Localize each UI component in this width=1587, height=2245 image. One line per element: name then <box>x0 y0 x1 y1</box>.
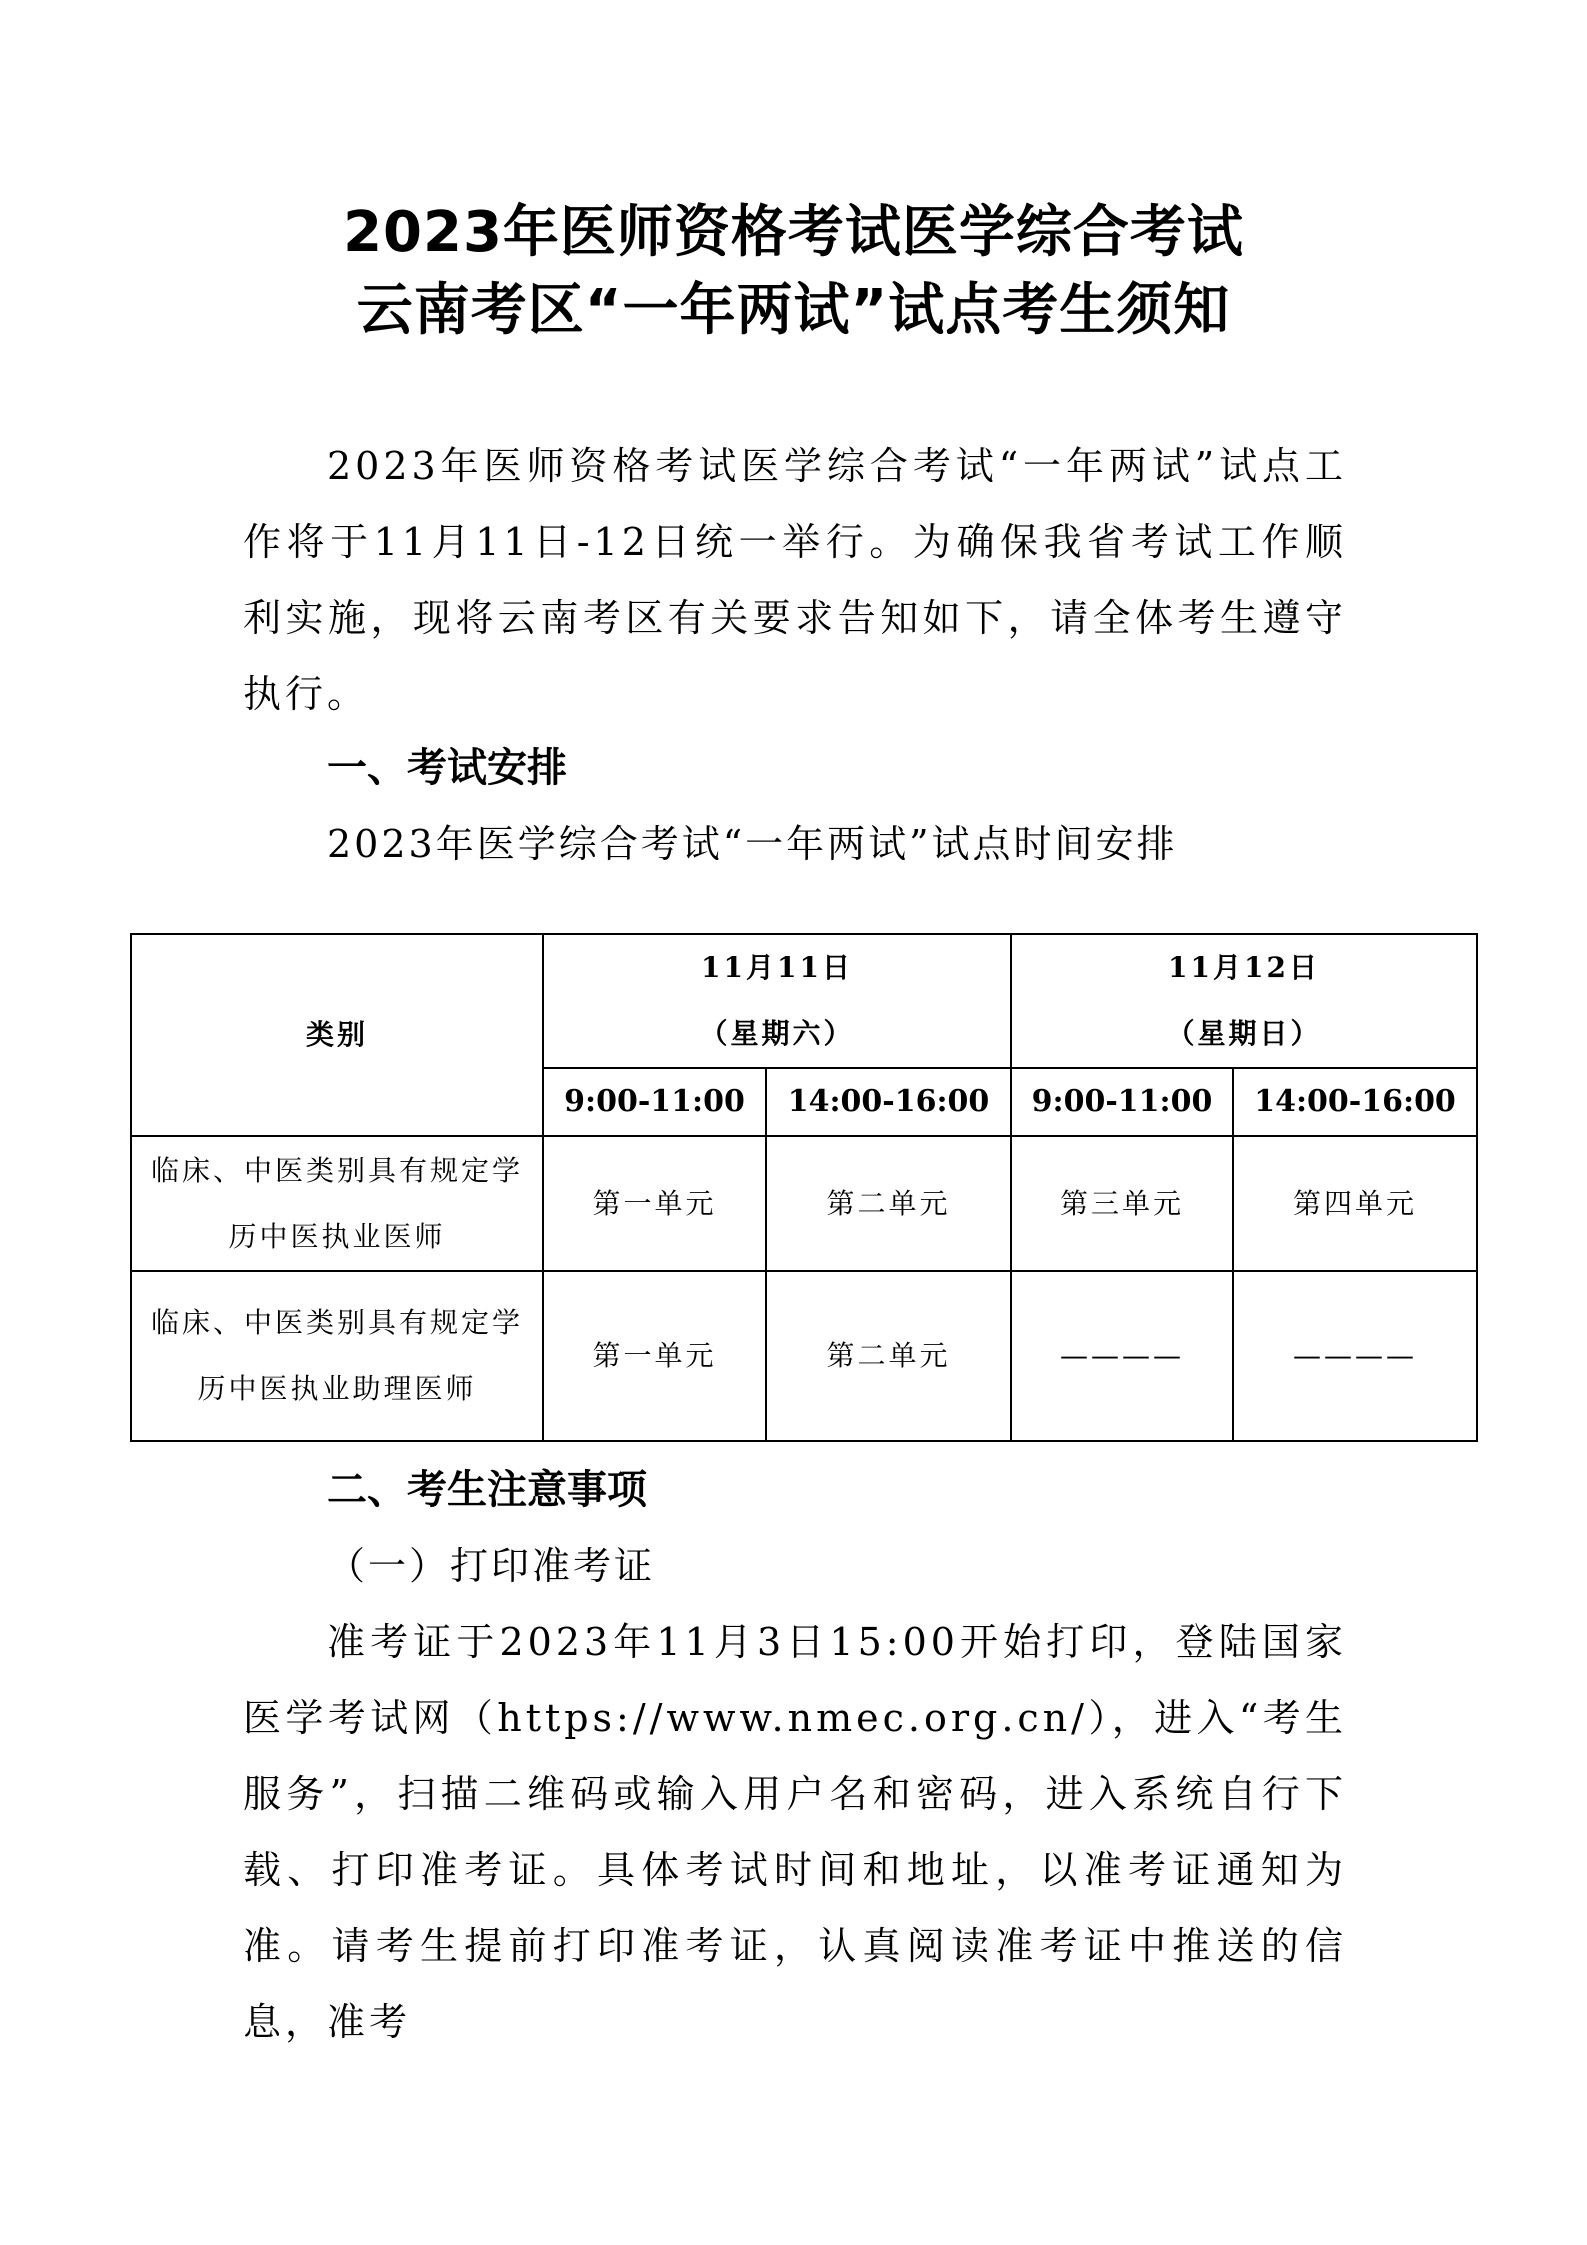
row-category-line1: 临床、中医类别具有规定学 <box>150 1153 523 1187</box>
section2-heading: 二、考生注意事项 <box>327 1467 647 1513</box>
intro-paragraph: 2023年医师资格考试医学综合考试“一年两试”试点工作将于11月11日-12日统一举行。为确保我省考试工作顺利实施，现将云南考区有关要求告知如下，请全体考生遵守执行。 <box>243 444 1347 716</box>
category-header: 类别 <box>131 934 543 1136</box>
table-row <box>131 1271 1477 1441</box>
day-header-1 <box>543 934 1011 1068</box>
time-slot: 14:00-16:00 <box>1233 1068 1477 1136</box>
unit-cell: 第二单元 <box>766 1136 1011 1271</box>
row-category <box>131 1136 543 1271</box>
document-title-line2: 云南考区“一年两试”试点考生须知 <box>356 278 1231 343</box>
row-category <box>131 1271 543 1441</box>
time-slot: 14:00-16:00 <box>766 1068 1011 1136</box>
time-slot: 9:00-11:00 <box>543 1068 766 1136</box>
document-title-line1: 2023年医师资格考试医学综合考试 <box>343 200 1244 265</box>
unit-cell: ———— <box>1011 1271 1233 1441</box>
day-date: 11月12日 <box>1168 951 1320 984</box>
section2-subheading: （一）打印准考证 <box>327 1544 656 1588</box>
unit-cell: 第一单元 <box>543 1271 766 1441</box>
admission-ticket-paragraph: 准考证于2023年11月3日15:00开始打印，登陆国家医学考试网（https://www.nmec.org.cn/），进入“考生服务”，扫描二维码或输入用户名和密码，进入系统自行下载、打印准考证。具体考试时间和地址，以准考证通知为准。请考生提前打印准考证，认真阅读准考证中推送的信息，准考 <box>243 1620 1347 2044</box>
unit-cell: 第四单元 <box>1233 1136 1477 1271</box>
day-weekday: （星期日） <box>1166 1017 1322 1050</box>
day-header-2 <box>1011 934 1477 1068</box>
row-category-line2: 历中医执业医师 <box>228 1219 446 1253</box>
unit-cell: ———— <box>1233 1271 1477 1441</box>
day-weekday: （星期六） <box>699 1017 855 1050</box>
unit-cell: 第三单元 <box>1011 1136 1233 1271</box>
unit-cell: 第二单元 <box>766 1271 1011 1441</box>
table-row <box>131 1136 1477 1271</box>
time-slot: 9:00-11:00 <box>1011 1068 1233 1136</box>
unit-cell: 第一单元 <box>543 1136 766 1271</box>
row-category-line2: 历中医执业助理医师 <box>197 1372 477 1405</box>
schedule-table <box>130 933 1478 1442</box>
row-category-line1: 临床、中医类别具有规定学 <box>150 1306 523 1339</box>
day-date: 11月11日 <box>701 951 853 984</box>
schedule-table-caption: 2023年医学综合考试“一年两试”试点时间安排 <box>327 822 1178 866</box>
section1-heading: 一、考试安排 <box>327 745 567 791</box>
